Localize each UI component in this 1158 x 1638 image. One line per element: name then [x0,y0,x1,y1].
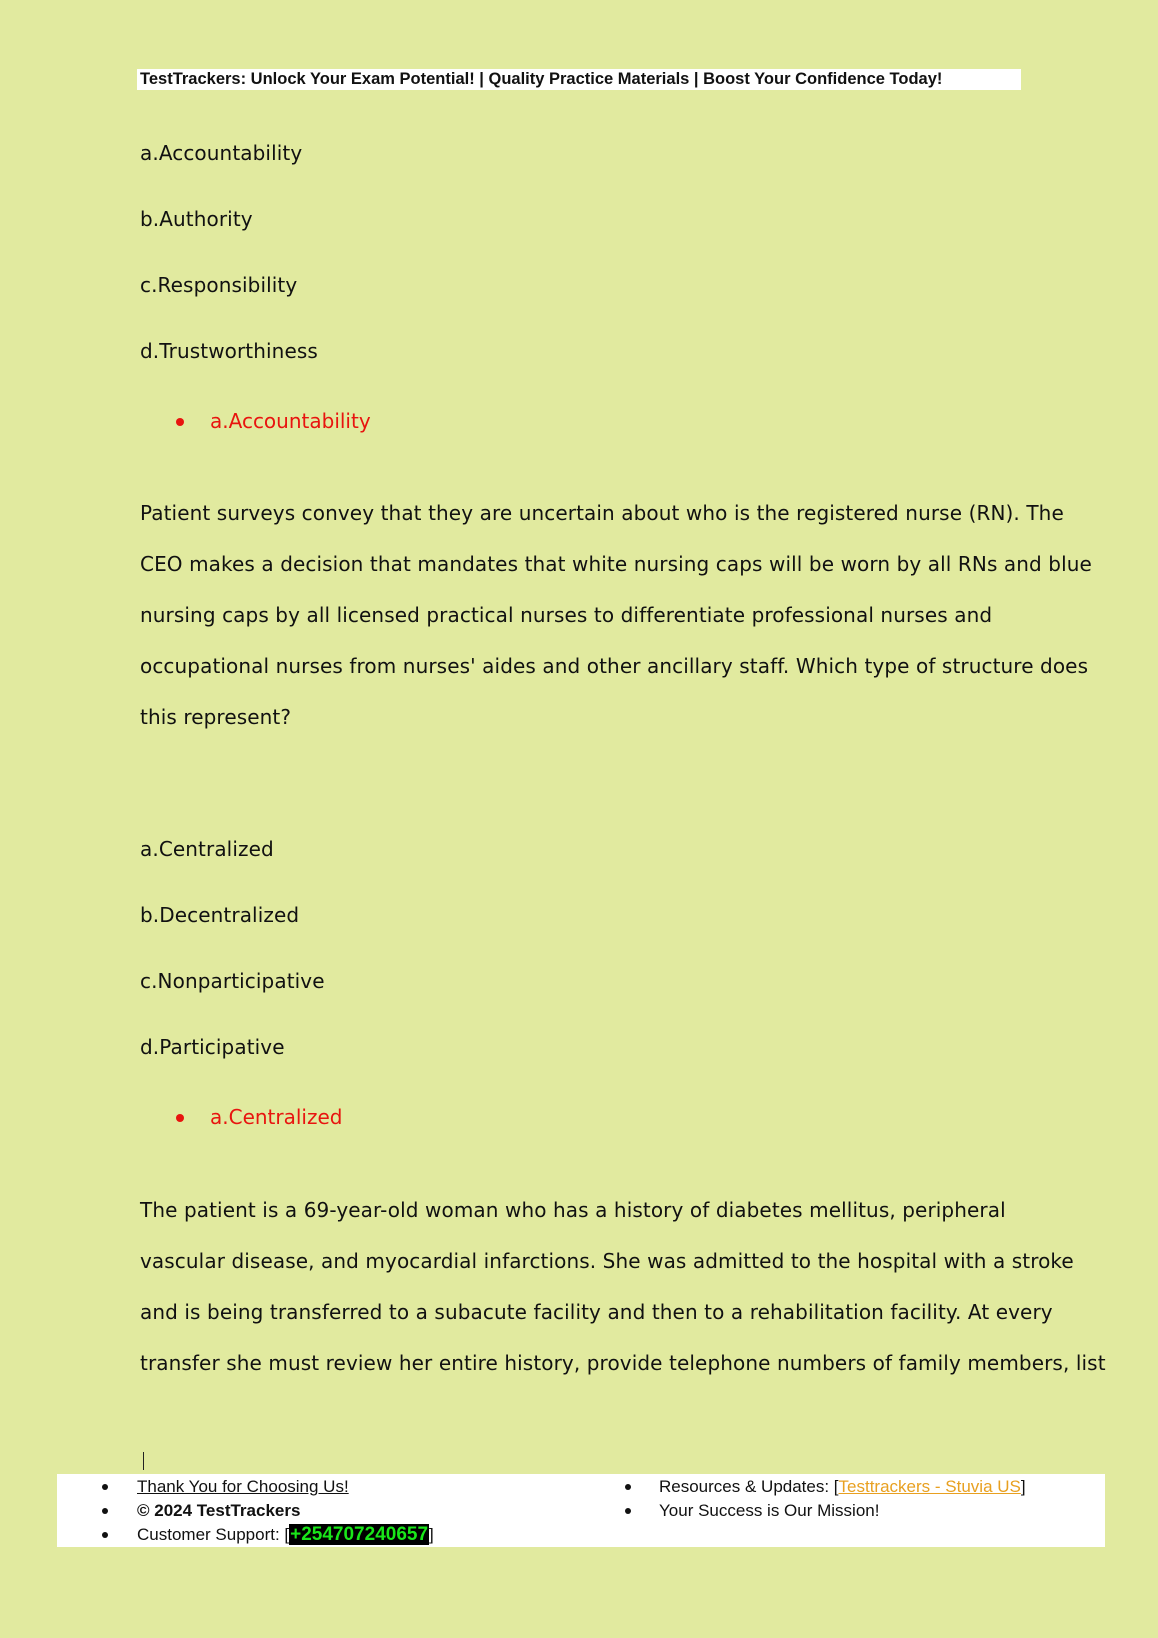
bullet-icon [102,1484,108,1490]
q1-answer-bullet-icon [176,418,184,426]
q2-question-line: CEO makes a decision that mandates that white nursing caps will be worn by all RNs and blue [140,552,1092,576]
q1-option-d: d.Trustworthiness [140,339,318,363]
resources-label: Resources & Updates: [ [659,1477,839,1496]
q2-question-line: Patient surveys convey that they are uncertain about who is the registered nurse (RN). The [140,501,1064,525]
q2-question-line: occupational nurses from nurses' aides and other ancillary staff. Which type of structure does [140,654,1089,678]
copyright-text: © 2024 TestTrackers [137,1501,301,1520]
q2-answer: a.Centralized [210,1105,343,1129]
q2-answer-bullet-icon [176,1114,184,1122]
customer-support [137,1524,434,1546]
q2-option-b: b.Decentralized [140,903,300,927]
q2-option-c: c.Nonparticipative [140,969,325,993]
bullet-icon [102,1508,108,1514]
resources-updates [659,1476,1026,1498]
header-banner: TestTrackers: Unlock Your Exam Potential! | Quality Practice Materials | Boost Your Confidence Today! [137,69,1021,90]
bullet-icon [102,1532,108,1538]
resources-close: ] [1020,1477,1026,1496]
bullet-icon [625,1508,631,1514]
support-close: ] [429,1525,434,1544]
q3-question-line: vascular disease, and myocardial infarctions. She was admitted to the hospital with a stroke [140,1249,1074,1273]
q1-option-a: a.Accountability [140,141,303,165]
q2-question-line: nursing caps by all licensed practical nurses to differentiate professional nurses and [140,603,993,627]
q3-question-line: transfer she must review her entire history, provide telephone numbers of family members, list [140,1351,1106,1375]
q1-answer: a.Accountability [210,409,371,433]
support-phone[interactable]: +254707240657 [290,1524,429,1545]
footer [57,1474,1105,1547]
thank-you-link[interactable]: Thank You for Choosing Us! [137,1477,349,1496]
q2-option-d: d.Participative [140,1035,285,1059]
q2-option-a: a.Centralized [140,837,274,861]
q3-question-line: The patient is a 69-year-old woman who has a history of diabetes mellitus, peripheral [140,1198,1006,1222]
mission-text: Your Success is Our Mission! [659,1501,880,1520]
q3-question-line: and is being transferred to a subacute facility and then to a rehabilitation facility. At every [140,1300,1053,1324]
bullet-icon [625,1484,631,1490]
q1-option-c: c.Responsibility [140,273,298,297]
q2-question-line: this represent? [140,705,292,729]
text-cursor [143,1452,144,1470]
q1-option-b: b.Authority [140,207,253,231]
support-label: Customer Support: [ [137,1525,290,1544]
resources-link[interactable]: Testtrackers - Stuvia US [838,1477,1021,1496]
